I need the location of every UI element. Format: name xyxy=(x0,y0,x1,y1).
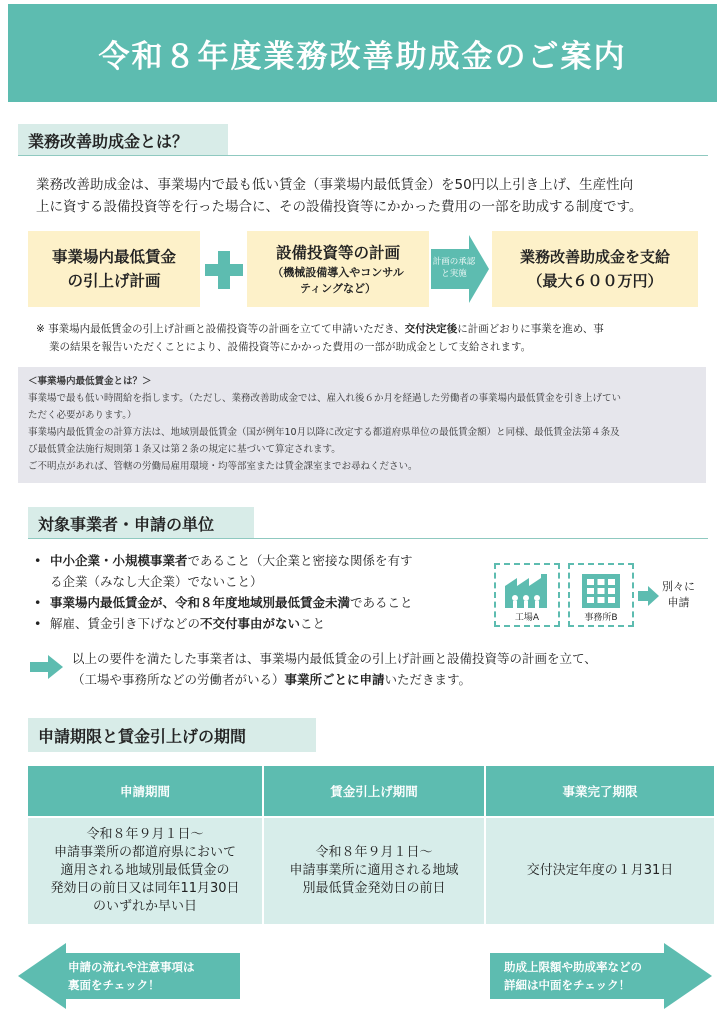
office-building-icon xyxy=(580,572,622,610)
investment-plan-title: 設備投資等の計画 xyxy=(275,244,400,262)
arrow-right-icon xyxy=(638,586,660,606)
schedule-table xyxy=(26,764,716,926)
cell-line: 発効日の前日又は同年11月30日 xyxy=(50,881,240,896)
note-text xyxy=(36,320,716,356)
section-heading-eligibility: 対象事業者・申請の単位 xyxy=(28,507,254,539)
inner-page-link[interactable] xyxy=(504,956,674,996)
cell-line: 申請事業所の都道府県において xyxy=(53,845,236,860)
info-line: び最低賃金法施行規則第１条又は第２条の規定に基づいて算定されます。 xyxy=(28,444,341,455)
section-heading-deadlines: 申請期限と賃金引上げの期間 xyxy=(28,718,316,752)
wage-plan-line: 事業場内最低賃金 xyxy=(51,248,176,266)
office-box xyxy=(568,563,634,627)
back-link-line: 申請の流れや注意事項は xyxy=(68,960,195,974)
description-line: 上に資する設備投資等を行った場合に、その設備投資等にかかった費用の一部を助成する制度です。 xyxy=(36,199,643,215)
minimum-wage-info-box xyxy=(18,367,706,483)
bullet-text: であること（大企業と密接な関係を有す xyxy=(187,553,413,568)
cell-line: 申請事業所に適用される地域 xyxy=(289,863,459,878)
back-page-link[interactable] xyxy=(68,956,238,996)
bullet-text: 解雇、賃金引き下げなどの xyxy=(50,616,201,631)
summary-rest: いただきます。 xyxy=(384,672,472,687)
eligibility-summary xyxy=(72,648,712,690)
table-row xyxy=(27,817,715,925)
summary-line xyxy=(72,669,712,690)
column-header: 事業完了期限 xyxy=(485,765,715,817)
application-period-cell xyxy=(27,817,263,925)
about-description xyxy=(36,174,716,218)
plus-icon xyxy=(203,249,245,291)
approval-line: 計画の承認 xyxy=(432,257,476,267)
column-header: 申請期間 xyxy=(27,765,263,817)
completion-deadline-cell: 交付決定年度の１月31日 xyxy=(485,817,715,925)
summary-pre: （工場や事務所などの労働者がいる） xyxy=(72,672,285,687)
approval-label xyxy=(431,256,477,280)
factory-box xyxy=(494,563,560,627)
table-header-row xyxy=(27,765,715,817)
summary-bold: 事業所ごとに申請 xyxy=(284,672,385,687)
arrow-right-icon xyxy=(30,655,64,679)
list-item-continued: る企業（みなし大企業）でないこと） xyxy=(50,574,263,589)
info-title: ＜事業場内最低賃金とは？＞ xyxy=(28,376,152,387)
bullet-bold: 中小企業・小規模事業者 xyxy=(50,553,188,568)
wage-increase-period-cell xyxy=(263,817,485,925)
info-line: 事業場内最低賃金の計算方法は、地域別最低賃金（国が例年10月以降に改定する都道府県単位の最低賃金額）と同様、最低賃金法第４条及 xyxy=(28,427,620,438)
office-label: 事務所B xyxy=(584,613,618,623)
note-bold: 交付決定後 xyxy=(404,323,458,335)
cell-line: 令和８年９月１日～ xyxy=(315,845,433,860)
bullet-text: であること xyxy=(350,595,413,610)
page-title: 令和８年度業務改善助成金のご案内 xyxy=(8,4,717,102)
list-item xyxy=(30,613,490,634)
cell-line: 適用される地域別最低賃金の xyxy=(60,863,230,878)
cell-line: のいずれか早い日 xyxy=(92,899,197,914)
note-line2: 業の結果を報告いただくことにより、設備投資等にかかった費用の一部が助成金として支給されます。 xyxy=(49,341,532,353)
subsidy-result-box xyxy=(492,231,698,307)
note-prefix: ※ 事業場内最低賃金の引上げ計画と設備投資等の計画を立てて申請いただき、 xyxy=(36,323,405,335)
divider xyxy=(28,538,708,539)
factory-label: 工場A xyxy=(514,613,540,623)
eligibility-list xyxy=(30,550,490,634)
investment-plan-box xyxy=(247,231,429,307)
approval-line: と実施 xyxy=(441,269,467,279)
bullet-bold: 不交付事由がない xyxy=(200,616,301,631)
bullet-bold: 事業場内最低賃金が、令和８年度地域別最低賃金未満 xyxy=(50,595,351,610)
back-link-line: 裏面をチェック！ xyxy=(68,978,160,992)
inner-link-line: 詳細は中面をチェック！ xyxy=(504,978,631,992)
investment-plan-sub: （機械設備導入やコンサル xyxy=(272,266,404,279)
info-line: 事業場で最も低い時間給を指します。（ただし、業務改善助成金では、雇入れ後６か月を経過した労働者の事業場内最低賃金を引き上げてい xyxy=(28,393,621,404)
description-line: 業務改善助成金は、事業場内で最も低い賃金（事業場内最低賃金）を50円以上引き上げ、生産性向 xyxy=(36,177,634,193)
separate-line: 別々に xyxy=(662,580,695,593)
divider xyxy=(18,155,708,156)
info-line: ご不明点があれば、管轄の労働局雇用環境・均等部室または賃金課室までお尋ねください。 xyxy=(28,461,418,472)
column-header: 賃金引上げ期間 xyxy=(263,765,485,817)
section-heading-about: 業務改善助成金とは？ xyxy=(18,124,228,156)
result-line: （最大６００万円） xyxy=(527,272,663,290)
wage-plan-box xyxy=(28,231,200,307)
result-line: 業務改善助成金を支給 xyxy=(519,248,670,266)
bullet-text: こと xyxy=(300,616,326,631)
list-item xyxy=(30,550,490,571)
list-item xyxy=(30,592,490,613)
investment-plan-sub: ティングなど） xyxy=(300,282,376,295)
cell-line: 別最低賃金発効日の前日 xyxy=(302,881,446,896)
factory-icon xyxy=(503,572,551,610)
inner-link-line: 助成上限額や助成率などの xyxy=(504,960,642,974)
note-suffix: に計画どおりに事業を進め、事 xyxy=(457,323,604,335)
cell-line: 令和８年９月１日～ xyxy=(86,827,204,842)
separate-line: 申請 xyxy=(667,596,690,609)
wage-plan-line: の引上げ計画 xyxy=(67,272,161,290)
separate-apply-label xyxy=(662,579,695,611)
summary-line: 以上の要件を満たした事業者は、事業場内最低賃金の引上げ計画と設備投資等の計画を立て、 xyxy=(72,651,597,666)
info-line: ただく必要があります。） xyxy=(28,410,137,421)
